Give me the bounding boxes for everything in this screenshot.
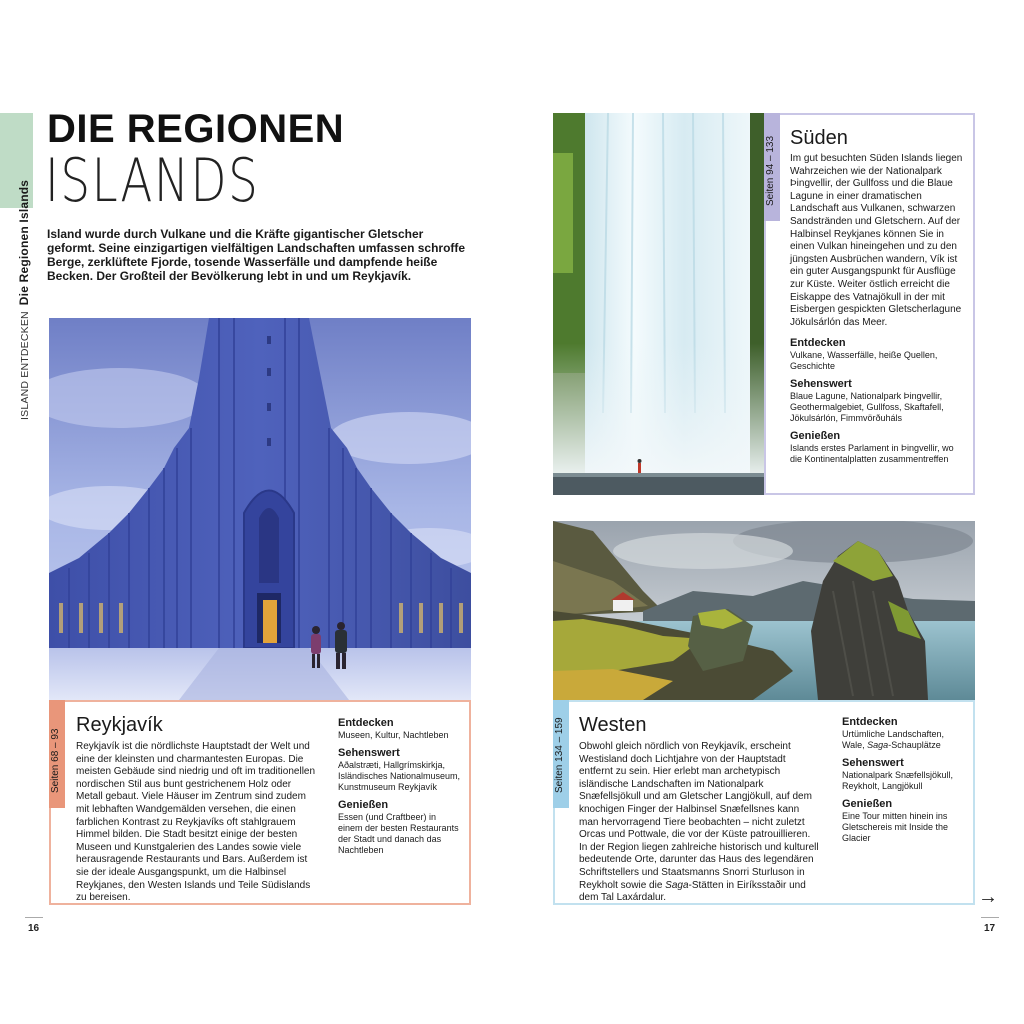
page-title-line2: ISLANDS (45, 146, 260, 216)
entdecken-heading: Entdecken (842, 716, 898, 728)
sehenswert-text: Aðalstræti, Hallgrímskirkja, Isländisches Nationalmuseum, Kunstmuseum Reykjavík (338, 760, 461, 792)
entdecken-text-part: Urtümliche Landschaften, Wale, (842, 729, 945, 750)
running-head-title: Die Regionen Islands (17, 179, 31, 306)
region-text-reykjavik: Reykjavík ist die nördlichste Hauptstadt der Welt und eine der kleinsten und charmantesten Europas. Die meisten Gebäude sind niedrig und oft im traditionellen nordischen Stil aus bunt gestrichenem Holz oder Metall gebaut. Viele Häuser im Zentrum sind zudem mit lebhaften Wandgemälden versehen, die einen farblichen Kontrast zu Reykjavíks oft stahlgrauem Himmel bilden. Die Stadt besitzt einige der besten Museen und Kunstgalerien des Landes sowie viele herausragende Restaurants und Bars. Außerdem ist sie der ideale Ausgangspunkt, um die Halbinsel Reykjanes, den Westen Islands und Teile Südislands zu bereisen. (76, 741, 316, 904)
pages-tag-sueden (764, 113, 780, 221)
sehenswert-text: Nationalpark Snæfellsjökull, Reykholt, Langjökull (842, 770, 954, 791)
entdecken-heading: Entdecken (338, 717, 394, 729)
region-title-westen: Westen (579, 714, 647, 736)
geniessen-heading: Genießen (842, 798, 893, 810)
geniessen-text: Islands erstes Parlament in Þingvellir, wo die Kontinentalplatten zusammentreffen (790, 443, 954, 464)
entdecken-text-italic: Saga (867, 740, 889, 750)
entdecken-text: Museen, Kultur, Nachtleben (338, 730, 449, 740)
next-page-arrow-icon[interactable]: → (978, 886, 998, 908)
entdecken-text-part: -Schauplätze (888, 740, 941, 750)
page-number-left: 16 (28, 923, 40, 934)
geniessen-text: Eine Tour mitten hinein ins Gletschereis mit Inside the Glacier (842, 811, 949, 843)
intro-paragraph: Island wurde durch Vulkane und die Kräfte gigantischer Gletscher geformt. Seine einzigartigen vielfältigen Landschaften umfassen schroffe Berge, zerklüftete Fjorde, tosende Wasserfälle und dampfende heiße Becken. Der Großteil der Bevölkerung lebt in und um Reykjavík. (47, 227, 466, 283)
region-facts-westen (842, 710, 967, 844)
region-text-sueden: Im gut besuchten Süden Islands liegen Wahrzeichen wie der Nationalpark Þingvellir, der Gullfoss und die Blaue Lagune in einer dramatischen Landschaft aus Vulkanen, schwarzen Sandstränden und Gletschern. Auf der Halbinsel Reykjanes können Sie in einen Vulkan hineingehen und zu den jüngsten Ausbrüchen wandern, Vík ist ein guter Ausgangspunkt für Ausflüge zur Küste. Weiter östlich erreicht die Eiskappe des Vatnajökull in der mit Eisbergen gespickten Gletscherlagune Jökulsárlón das Meer. (790, 153, 963, 328)
running-head (17, 180, 31, 420)
region-text-westen (579, 741, 819, 905)
sehenswert-text: Blaue Lagune, Nationalpark Þingvellir, Geothermalgebiet, Gullfoss, Skaftafell, Jökulsárlón, Fimmvörðuháls (790, 391, 944, 423)
region-text-italic: Saga (665, 879, 689, 891)
geniessen-heading: Genießen (790, 430, 841, 442)
pages-tag-label: Seiten 68 – 93 (50, 728, 61, 793)
sehenswert-heading: Sehenswert (338, 747, 400, 759)
photo-waterfall (553, 113, 764, 495)
pages-tag-label: Seiten 134 – 159 (554, 717, 565, 793)
sehenswert-heading: Sehenswert (842, 757, 904, 769)
entdecken-heading: Entdecken (790, 337, 846, 349)
geniessen-text: Essen (und Craftbeer) in einem der besten Restaurants der Stadt und danach das Nachtleben (338, 812, 459, 855)
photo-hallgrimskirkja (49, 318, 471, 700)
region-title-sueden: Süden (790, 127, 848, 149)
pages-tag-westen (553, 700, 569, 808)
region-facts-sueden (790, 331, 965, 465)
region-text-part: Obwohl gleich nördlich von Reykjavík, erscheint Westisland doch Lichtjahre von der Hauptstadt entfernt zu sein. Hier erlebt man archetypisch isländische Landschaften im Nationalpark Snæfellsjökull und am Gletscher Langjökull, auf dem knochigen Finger der Halbinsel Snæfellsnes kann man hervorragend Tiere beobachten – nicht zuletzt Orcas und Pottwale, die vor der Küste patrouillieren. In der Region liegen zahlreiche historisch und kulturell bedeutende Orte, darunter das Haus des legendären Schriftstellers und Staatsmanns Snorri Sturluson in Reykholt sowie die (579, 741, 819, 891)
sehenswert-heading: Sehenswert (790, 378, 852, 390)
page-title-line1: DIE REGIONEN (47, 107, 345, 151)
pages-tag-reykjavik (49, 700, 65, 808)
page-rule-right (981, 917, 999, 918)
pages-tag-label: Seiten 94 – 133 (765, 135, 776, 206)
page-rule-left (25, 917, 43, 918)
photo-west-coast (553, 521, 975, 700)
region-title-reykjavik: Reykjavík (76, 714, 163, 736)
region-facts-reykjavik (338, 711, 463, 856)
running-head-section: ISLAND ENTDECKEN (19, 311, 31, 420)
page-number-right: 17 (984, 923, 996, 934)
entdecken-text (842, 729, 967, 751)
geniessen-heading: Genießen (338, 799, 389, 811)
entdecken-text: Vulkane, Wasserfälle, heiße Quellen, Geschichte (790, 350, 938, 371)
region-text-part: -Stätten in Eiríksstaðir und dem Tal Laxárdalur. (579, 879, 806, 904)
